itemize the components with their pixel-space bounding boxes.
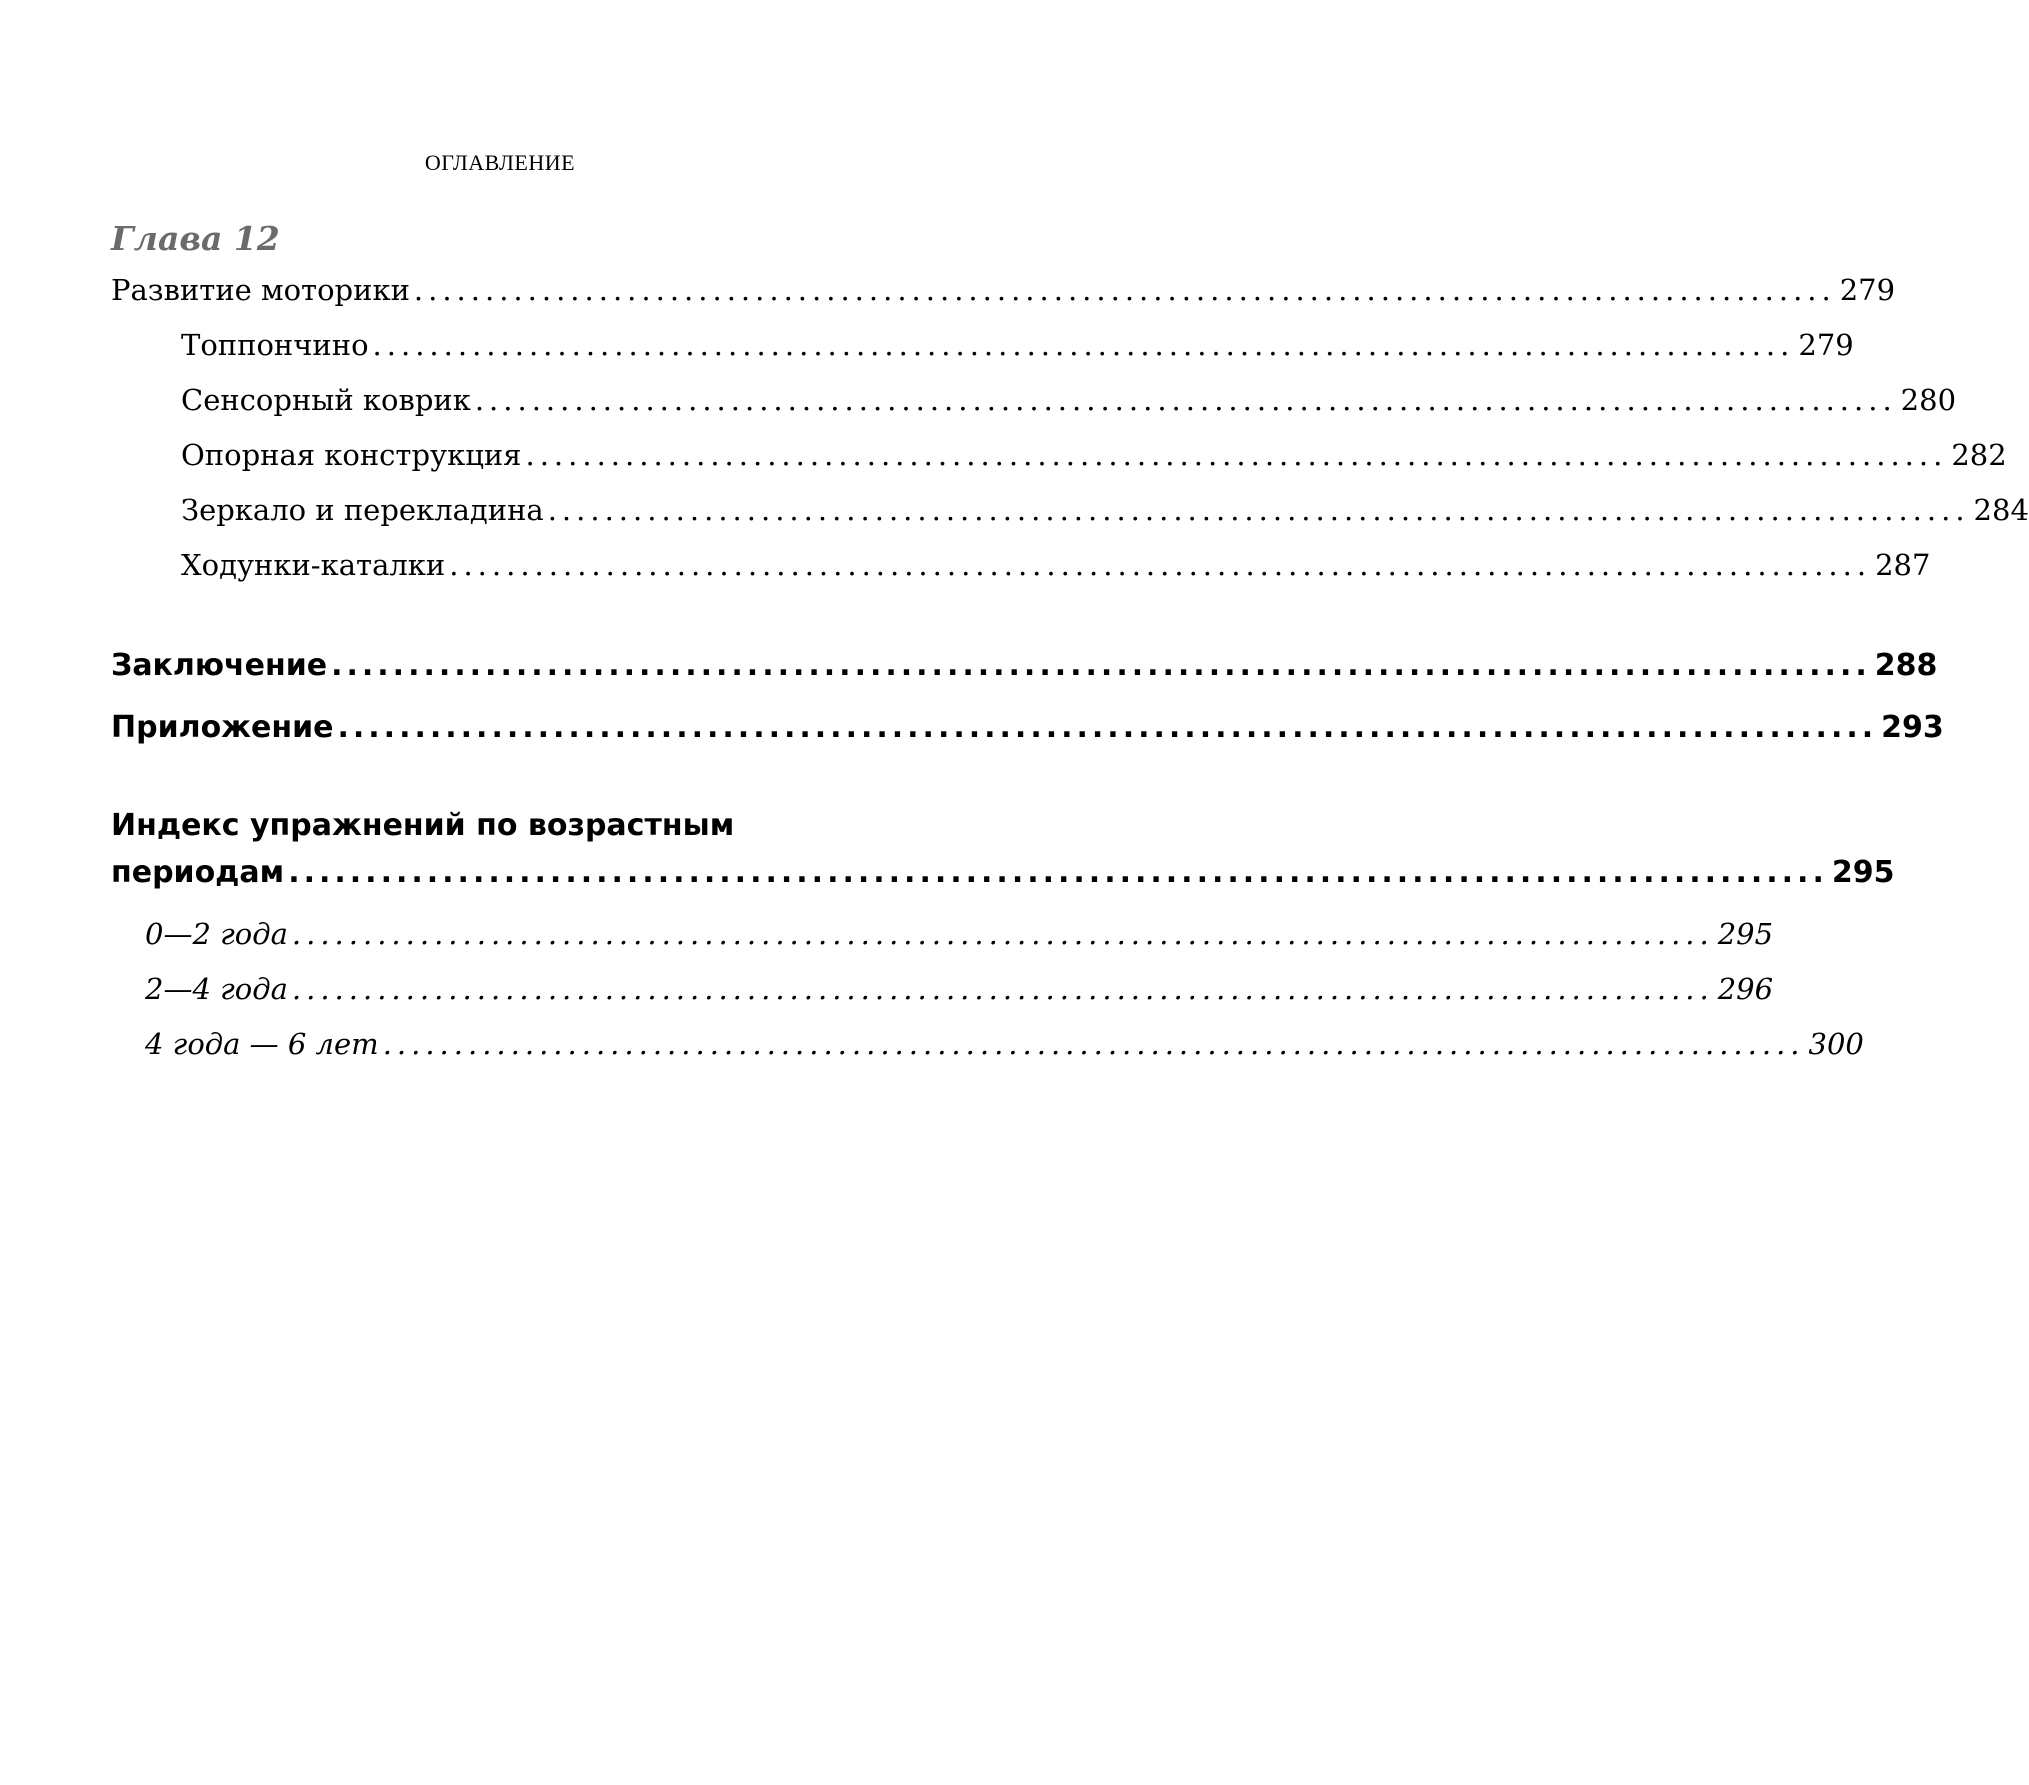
toc-section[interactable] [111, 635, 1938, 697]
index-entry-page: 300 [1808, 1027, 1864, 1061]
toc-section[interactable] [111, 697, 1944, 759]
toc-entry-page: 287 [1875, 548, 1931, 582]
dot-leader: .................................................................................................... [474, 383, 1897, 417]
chapter-heading: Глава 12 [111, 219, 280, 258]
index-entry-page: 296 [1717, 972, 1774, 1006]
toc-entry-title: Зеркало и перекладина [181, 493, 544, 527]
dot-leader: .................................................................................................... [291, 917, 1714, 951]
toc-entry-page: 282 [1951, 438, 2007, 472]
toc-subentry[interactable] [111, 483, 2029, 538]
table-of-contents [111, 215, 2029, 1072]
toc-section-page: 293 [1881, 710, 1944, 745]
dot-leader: .................................................................................................... [331, 648, 1871, 683]
dot-leader: .................................................................................................... [525, 438, 1948, 472]
dot-leader: .................................................................................................... [372, 328, 1795, 362]
toc-section-page: 295 [1831, 855, 1895, 890]
dot-leader: .................................................................................................... [382, 1027, 1805, 1061]
toc-entry-page: 279 [1798, 328, 1854, 362]
toc-entry-title: Ходунки-каталки [181, 548, 446, 582]
spacer [111, 759, 886, 803]
dot-leader: .................................................................................................... [291, 972, 1714, 1006]
dot-leader: .................................................................................................... [288, 855, 1828, 890]
toc-entry-page: 284 [1973, 493, 2029, 527]
toc-section-title: Заключение [111, 648, 328, 683]
index-entry[interactable] [111, 962, 1774, 1017]
dot-leader: .................................................................................................... [413, 273, 1836, 307]
toc-entry-title: Сенсорный коврик [181, 383, 471, 417]
dot-leader: .................................................................................................... [449, 548, 1872, 582]
index-title-line1[interactable]: Индекс упражнений по возрастным [111, 808, 735, 843]
index-entry[interactable] [111, 1017, 1864, 1072]
index-title-line2: периодам [111, 855, 285, 890]
toc-entry-title: Развитие моторики [111, 273, 410, 307]
toc-subentry[interactable] [111, 373, 1957, 428]
dot-leader: .................................................................................................... [547, 493, 1970, 527]
toc-entry[interactable] [111, 263, 1896, 318]
toc-subentry[interactable] [111, 318, 1854, 373]
running-head: ОГЛАВЛЕНИЕ [424, 150, 576, 175]
toc-section[interactable] [111, 849, 1895, 897]
index-entry-page: 295 [1717, 917, 1774, 951]
toc-subentry[interactable] [111, 428, 2007, 483]
dot-leader: .................................................................................................... [337, 710, 1878, 745]
toc-section-title: Приложение [111, 710, 334, 745]
toc-entry-page: 280 [1900, 383, 1957, 417]
index-entry[interactable] [111, 907, 1774, 962]
index-entry-title: 2—4 года [145, 972, 288, 1006]
toc-entry-title: Топпончино [181, 328, 369, 362]
spacer [111, 897, 886, 907]
toc-section-page: 288 [1874, 648, 1938, 683]
index-entry-title: 0—2 года [145, 917, 288, 951]
spacer [111, 593, 886, 635]
toc-entry-title: Опорная конструкция [181, 438, 522, 472]
toc-subentry[interactable] [111, 538, 1931, 593]
index-entry-title: 4 года — 6 лет [145, 1027, 379, 1061]
toc-entry-page: 279 [1839, 273, 1896, 307]
